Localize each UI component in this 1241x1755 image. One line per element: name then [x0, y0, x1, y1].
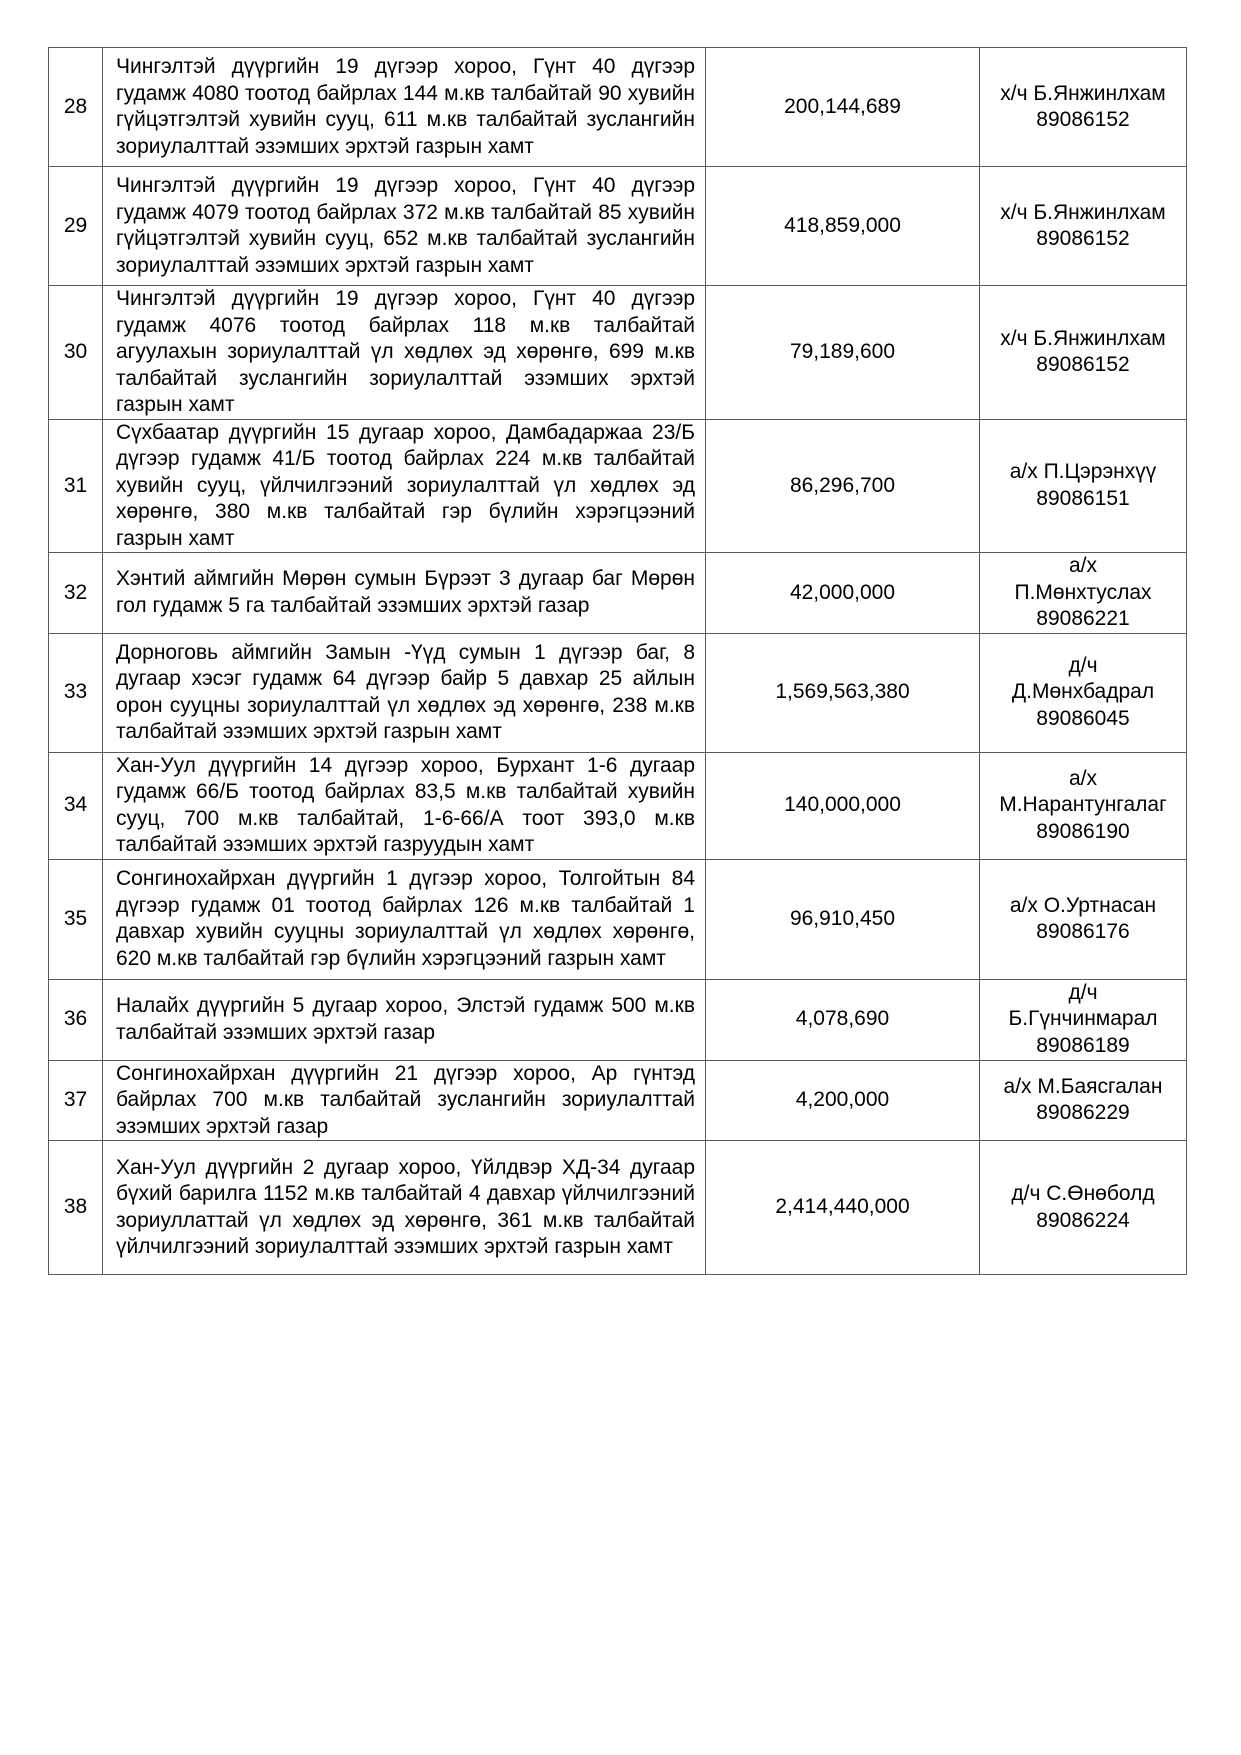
- contact-name: д/ч С.Өнөболд: [1011, 1182, 1155, 1205]
- starting-price: 86,296,700: [706, 419, 980, 553]
- starting-price: 1,569,563,380: [706, 633, 980, 752]
- contact-cell: [980, 1141, 1187, 1275]
- table-row: [49, 859, 1187, 979]
- starting-price: 4,078,690: [706, 979, 980, 1060]
- property-description: Чингэлтэй дүүргийн 19 дүгээр хороо, Гүнт 40 дүгээр гудамж 4076 тоотод байрлах 118 м.кв талбайтай агуулахын зориулалттай үл хөдлөх эд хөрөнгө, 699 м.кв талбайтай зуслангийн зориулалттай эзэмших эрхтэй газрын хамт: [103, 286, 706, 420]
- contact-phone: 89086221: [1036, 607, 1130, 630]
- row-number: 29: [49, 167, 103, 286]
- table-row: [49, 419, 1187, 553]
- property-description: Чингэлтэй дүүргийн 19 дүгээр хороо, Гүнт 40 дүгээр гудамж 4080 тоотод байрлах 144 м.кв талбайтай 90 хувийн гүйцэтгэлтэй хувийн сууц, 611 м.кв талбайтай зуслангийн зориулалттай эзэмших эрхтэй газрын хамт: [103, 48, 706, 167]
- table-row: [49, 553, 1187, 634]
- property-description: Дорноговь аймгийн Замын -Үүд сумын 1 дүгээр баг, 8 дугаар хэсэг гудамж 64 дүгээр байр 5 давхар 25 айлын орон сууцны зориулалттай үл хөдлөх эд хөрөнгө, 238 м.кв талбайтай эзэмших эрхтэй газрын хамт: [103, 633, 706, 752]
- starting-price: 79,189,600: [706, 286, 980, 420]
- row-number: 30: [49, 286, 103, 420]
- table-row: [49, 48, 1187, 167]
- contact-phone: 89086229: [1036, 1101, 1130, 1125]
- contact-phone: 89086152: [1036, 108, 1130, 131]
- row-number: 36: [49, 979, 103, 1060]
- table-row: [49, 1060, 1187, 1141]
- contact-name: х/ч Б.Янжинлхам: [1000, 200, 1166, 224]
- property-listing-table: [48, 47, 1187, 1275]
- contact-cell: [980, 48, 1187, 167]
- starting-price: 140,000,000: [706, 752, 980, 859]
- property-description: Налайх дүүргийн 5 дугаар хороо, Элстэй гудамж 500 м.кв талбайтай эзэмших эрхтэй газар: [103, 979, 706, 1060]
- contact-name: Д.Мөнхбадрал: [1011, 680, 1155, 704]
- property-description: Чингэлтэй дүүргийн 19 дүгээр хороо, Гүнт 40 дүгээр гудамж 4079 тоотод байрлах 372 м.кв талбайтай 85 хувийн гүйцэтгэлтэй хувийн сууц, 652 м.кв талбайтай зуслангийн зориулалттай эзэмших эрхтэй газрын хамт: [103, 167, 706, 286]
- contact-cell: [980, 979, 1187, 1060]
- contact-phone: 89086152: [1036, 227, 1130, 250]
- table-row: [49, 286, 1187, 420]
- contact-cell: [980, 859, 1187, 979]
- contact-phone: 89086190: [1036, 819, 1130, 843]
- row-number: 35: [49, 859, 103, 979]
- row-number: 32: [49, 553, 103, 634]
- contact-cell: [980, 286, 1187, 420]
- property-description: Сонгинохайрхан дүүргийн 1 дүгээр хороо, Толгойтын 84 дүгээр гудамж 01 тоотод байрлах 126 м.кв талбайтай 1 давхар хувийн сууцны зориулалттай үл хөдлөх хөрөнгө, 620 м.кв талбайтай гэр бүлийн хэрэгцээний газрын хамт: [103, 859, 706, 979]
- starting-price: 200,144,689: [706, 48, 980, 167]
- table-row: [49, 979, 1187, 1060]
- contact-phone: 89086151: [1036, 486, 1130, 510]
- row-number: 38: [49, 1141, 103, 1275]
- starting-price: 4,200,000: [706, 1060, 980, 1141]
- contact-name: а/х О.Уртнасан: [1009, 893, 1157, 917]
- row-number: 34: [49, 752, 103, 859]
- table-row: [49, 752, 1187, 859]
- contact-name: М.Нарантунгалаг: [999, 793, 1167, 817]
- contact-cell: [980, 633, 1187, 752]
- table-row: [49, 167, 1187, 286]
- starting-price: 418,859,000: [706, 167, 980, 286]
- property-description: Хан-Уул дүүргийн 2 дугаар хороо, Үйлдвэр ХД-34 дугаар бүхий барилга 1152 м.кв талбайтай 4 давхар үйлчилгээний зориуллаттай үл хөдлөх эд хөрөнгө, 361 м.кв талбайтай үйлчилгээний зориулалттай эзэмших эрхтэй газрын хамт: [103, 1141, 706, 1275]
- contact-cell: [980, 752, 1187, 859]
- contact-title: д/ч: [1068, 653, 1098, 677]
- contact-name: х/ч Б.Янжинлхам: [1000, 326, 1166, 350]
- contact-title: а/х: [1068, 554, 1097, 577]
- property-description: Хан-Уул дүүргийн 14 дүгээр хороо, Бурхант 1-6 дугаар гудамж 66/Б тоотод байрлах 83,5 м.кв талбайтай хувийн сууц, 700 м.кв талбайтай, 1-6-66/А тоот 393,0 м.кв талбайтай эзэмших эрхтэй газруудын хамт: [103, 752, 706, 859]
- contact-cell: [980, 419, 1187, 553]
- property-description: Сүхбаатар дүүргийн 15 дугаар хороо, Дамбадаржаа 23/Б дүгээр гудамж 41/Б тоотод байрлах 224 м.кв талбайтай хувийн сууц, үйлчилгээний зориулалттай үл хөдлөх эд хөрөнгө, 380 м.кв талбайтай гэр бүлийн хэрэгцээний газрын хамт: [103, 419, 706, 553]
- contact-name: а/х М.Баясгалан: [1003, 1074, 1163, 1098]
- contact-phone: 89086224: [1036, 1208, 1130, 1232]
- contact-title: а/х: [1068, 766, 1097, 790]
- property-description: Сонгинохайрхан дүүргийн 21 дүгээр хороо, Ар гүнтэд байрлах 700 м.кв талбайтай зуслангийн зориулалттай эзэмших эрхтэй газар: [103, 1060, 706, 1141]
- contact-phone: 89086045: [1036, 706, 1130, 730]
- contact-title: д/ч: [1068, 980, 1098, 1004]
- contact-name: а/х П.Цэрэнхүү: [1009, 460, 1157, 484]
- row-number: 31: [49, 419, 103, 553]
- table-row: [49, 633, 1187, 752]
- row-number: 33: [49, 633, 103, 752]
- property-description: Хэнтий аймгийн Мөрөн сумын Бүрээт 3 дугаар баг Мөрөн гол гудамж 5 га талбайтай эзэмших эрхтэй газар: [103, 553, 706, 634]
- starting-price: 42,000,000: [706, 553, 980, 634]
- row-number: 28: [49, 48, 103, 167]
- contact-phone: 89086152: [1036, 353, 1130, 377]
- starting-price: 2,414,440,000: [706, 1141, 980, 1275]
- contact-name: П.Мөнхтуслах: [1014, 580, 1152, 604]
- contact-phone: 89086189: [1036, 1033, 1130, 1057]
- contact-name: Б.Гүнчинмарал: [1008, 1007, 1158, 1031]
- row-number: 37: [49, 1060, 103, 1141]
- table-row: [49, 1141, 1187, 1275]
- contact-phone: 89086176: [1036, 920, 1130, 943]
- contact-cell: [980, 167, 1187, 286]
- contact-name: х/ч Б.Янжинлхам: [1000, 81, 1166, 105]
- starting-price: 96,910,450: [706, 859, 980, 979]
- contact-cell: [980, 1060, 1187, 1141]
- contact-cell: [980, 553, 1187, 634]
